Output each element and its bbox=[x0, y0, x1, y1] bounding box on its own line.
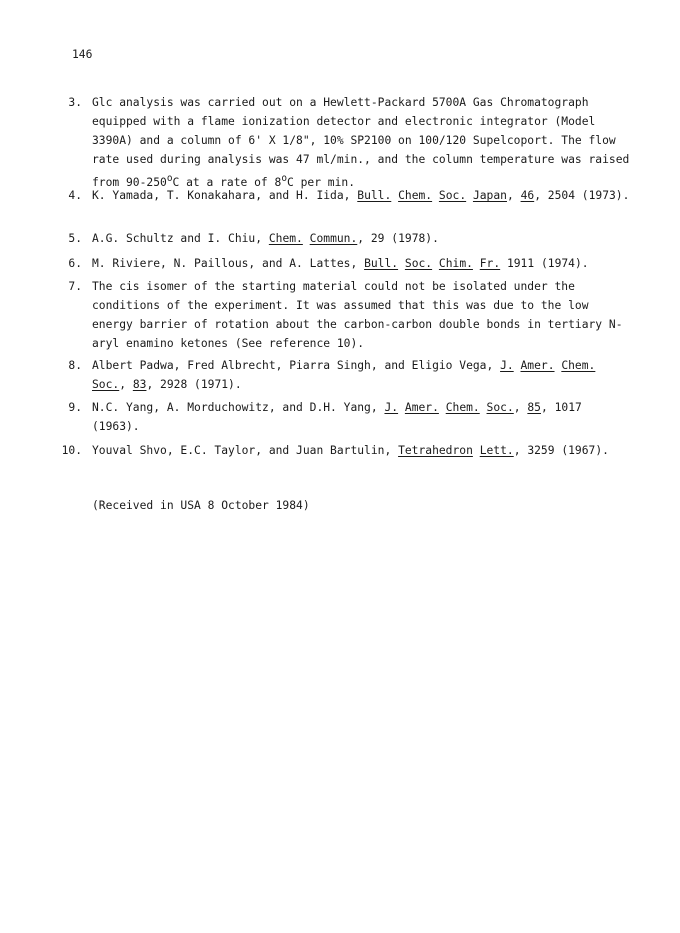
reference-text bbox=[92, 254, 632, 273]
reference-text-run: , 29 (1978). bbox=[357, 232, 439, 245]
reference-text-run: Albert Padwa, Fred Albrecht, Piarra Singh, and Eligio Vega, bbox=[92, 359, 501, 372]
journal-abbreviation: Chem. bbox=[561, 359, 596, 372]
reference-number: 8. bbox=[68, 359, 82, 372]
reference-text-run bbox=[398, 257, 405, 270]
journal-abbreviation: Amer. bbox=[404, 401, 439, 414]
journal-abbreviation: Lett. bbox=[479, 444, 514, 457]
reference-text-run: C at a rate of 8 bbox=[172, 175, 282, 189]
page-number: 146 bbox=[72, 48, 93, 61]
journal-abbreviation: J. bbox=[384, 401, 399, 414]
journal-abbreviation: Japan bbox=[472, 189, 507, 202]
journal-abbreviation: Amer. bbox=[520, 359, 555, 372]
journal-abbreviation: Chem. bbox=[398, 189, 433, 202]
journal-abbreviation: J. bbox=[500, 359, 514, 372]
journal-abbreviation: Soc. bbox=[438, 189, 467, 202]
reference-text-run bbox=[439, 401, 446, 414]
reference-text-run bbox=[480, 401, 487, 414]
reference-text-run: N.C. Yang, A. Morduchowitz, and D.H. Yang, bbox=[92, 401, 385, 414]
reference-number: 7. bbox=[68, 280, 82, 293]
reference-text bbox=[92, 229, 632, 248]
reference-number: 9. bbox=[68, 401, 82, 414]
journal-abbreviation: 46 bbox=[520, 189, 535, 202]
reference-text-run: Youval Shvo, E.C. Taylor, and Juan Bartulin, bbox=[92, 444, 399, 457]
reference-text bbox=[92, 93, 632, 192]
reference-text bbox=[92, 441, 632, 460]
journal-abbreviation: Bull. bbox=[357, 189, 392, 202]
reference-text-run: A.G. Schultz and I. Chiu, bbox=[92, 232, 269, 245]
reference-text-run: , bbox=[513, 401, 528, 414]
reference-text bbox=[92, 398, 632, 436]
reference-number: 10. bbox=[61, 444, 82, 457]
reference-3 bbox=[52, 93, 632, 192]
reference-text-run: , bbox=[119, 378, 133, 391]
journal-abbreviation: Soc. bbox=[486, 401, 514, 414]
reference-text-run: C per min. bbox=[287, 175, 356, 189]
reference-6 bbox=[52, 254, 632, 273]
reference-text-run bbox=[466, 189, 473, 202]
received-date-note: (Received in USA 8 October 1984) bbox=[92, 499, 310, 512]
reference-10 bbox=[52, 441, 632, 460]
journal-abbreviation: Chem. bbox=[268, 232, 303, 245]
reference-text-run: , 2928 (1971). bbox=[146, 378, 242, 391]
reference-text-run bbox=[432, 257, 439, 270]
reference-9 bbox=[52, 398, 632, 436]
reference-4 bbox=[52, 186, 632, 205]
journal-abbreviation: Commun. bbox=[309, 232, 358, 245]
reference-text-run: Glc analysis was carried out on a Hewlett-Packard 5700A Gas Chromatograph equipped with a flame ionization detector and electronic integrator (Model 3390A) and a column of 6' X 1/8", 10% SP2100 on 100/120 Supelcoport. The flow rate used during analysis was 47 ml/min., and the column temperature was raised from 90-250 bbox=[92, 96, 630, 189]
reference-5 bbox=[52, 229, 632, 248]
journal-abbreviation: Fr. bbox=[479, 257, 501, 270]
reference-number: 3. bbox=[68, 96, 82, 109]
journal-abbreviation: Chim. bbox=[438, 257, 473, 270]
reference-text-run: , 2504 (1973). bbox=[534, 189, 630, 202]
journal-abbreviation: 85 bbox=[527, 401, 541, 414]
journal-abbreviation: Soc. bbox=[92, 378, 120, 391]
reference-text-run bbox=[398, 401, 405, 414]
reference-text-run: M. Riviere, N. Paillous, and A. Lattes, bbox=[92, 257, 365, 270]
journal-abbreviation: 83 bbox=[132, 378, 147, 391]
journal-abbreviation: Bull. bbox=[364, 257, 399, 270]
journal-abbreviation: Tetrahedron bbox=[398, 444, 473, 457]
reference-text bbox=[92, 277, 632, 353]
reference-text-run: , 1017 (1963). bbox=[92, 401, 582, 433]
reference-text-run bbox=[514, 359, 521, 372]
reference-text bbox=[92, 186, 632, 205]
journal-abbreviation: Chem. bbox=[445, 401, 480, 414]
reference-text-run: 1911 (1974). bbox=[500, 257, 589, 270]
degree-superscript: o bbox=[166, 173, 173, 184]
reference-number: 6. bbox=[68, 257, 82, 270]
reference-text-run bbox=[473, 444, 480, 457]
reference-text bbox=[92, 356, 632, 394]
reference-text-run bbox=[432, 189, 439, 202]
journal-abbreviation: Soc. bbox=[404, 257, 433, 270]
reference-number: 4. bbox=[68, 189, 82, 202]
reference-number: 5. bbox=[68, 232, 82, 245]
reference-text-run bbox=[473, 257, 480, 270]
reference-text-run bbox=[303, 232, 310, 245]
reference-8 bbox=[52, 356, 632, 394]
degree-superscript: o bbox=[281, 173, 287, 184]
reference-text-run: , bbox=[506, 189, 521, 202]
reference-text-run: K. Yamada, T. Konakahara, and H. Iida, bbox=[92, 189, 358, 202]
reference-text-run: , 3259 (1967). bbox=[513, 444, 609, 457]
reference-7 bbox=[52, 277, 632, 353]
reference-text-run: The cis isomer of the starting material could not be isolated under the conditions of the experiment. It was assumed that this was due to the low energy barrier of rotation about the carbon-carbon double bonds in tertiary N-aryl enamino ketones (See reference 10). bbox=[92, 280, 623, 350]
